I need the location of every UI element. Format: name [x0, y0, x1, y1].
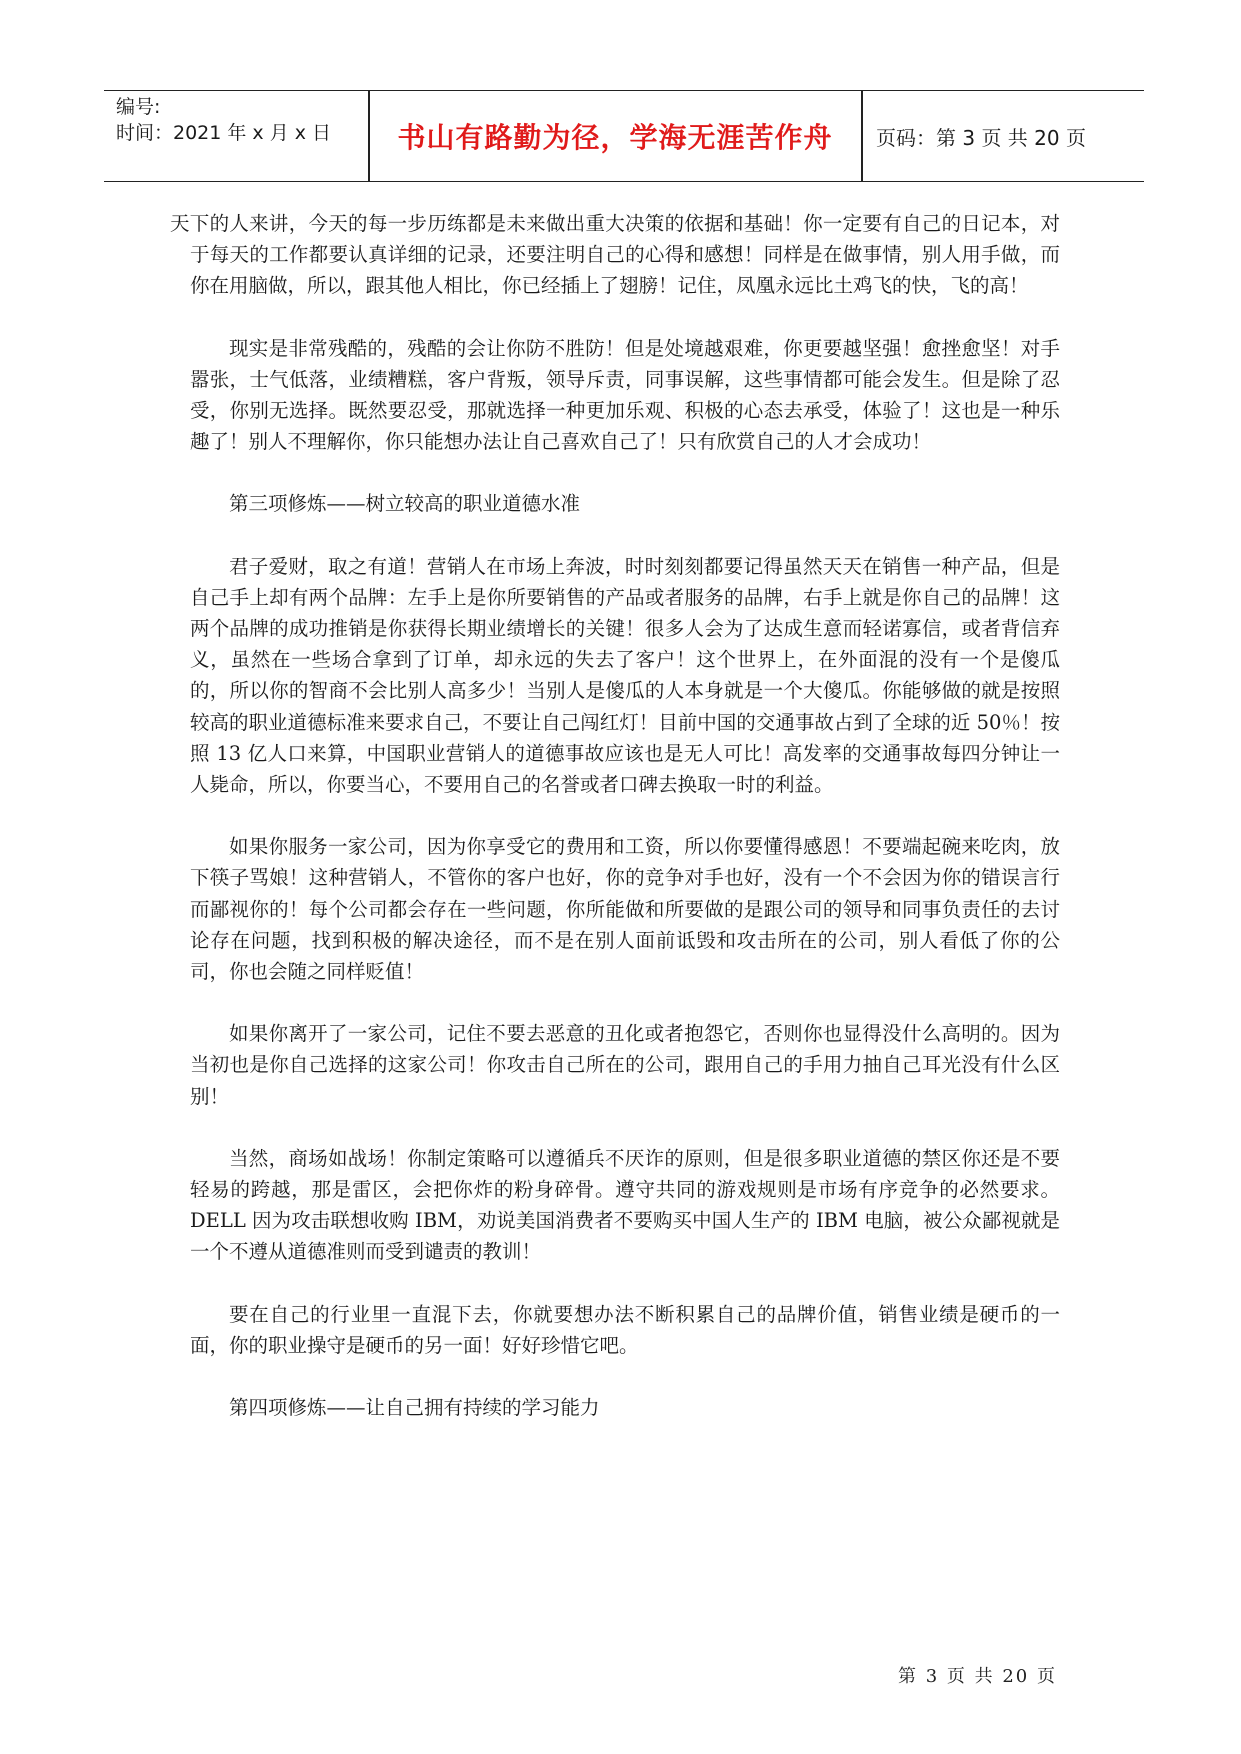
section-heading: 第四项修炼——让自己拥有持续的学习能力 — [229, 1396, 600, 1420]
body-paragraph: 天下的人来讲，今天的每一步历练都是未来做出重大决策的依据和基础！你一定要有自己的日记本，对于每天的工作都要认真详细的记录，还要注明自己的心得和感想！同样是在做事情，别人用手做，而你在用脑做，所以，跟其他人相比，你已经插上了翅膀！记住，凤凰永远比土鸡飞的快，飞的高！ — [170, 212, 1060, 298]
header-page-info: 页码：第 3 页 共 20 页 — [876, 125, 1086, 150]
body-paragraph: 当然，商场如战场！你制定策略可以遵循兵不厌诈的原则，但是很多职业道德的禁区你还是不要轻易的跨越，那是雷区，会把你炸的粉身碎骨。遵守共同的游戏规则是市场有序竞争的必然要求。DELL 因为攻击联想收购 IBM，劝说美国消费者不要购买中国人生产的 IBM 电脑，被公众鄙视就是一个不遵从道德准则而受到谴责的教训！ — [190, 1146, 1060, 1264]
body-paragraph: 现实是非常残酷的，残酷的会让你防不胜防！但是处境越艰难，你更要越坚强！愈挫愈坚！对手嚣张，士气低落，业绩糟糕，客户背叛，领导斥责，同事误解，这些事情都可能会发生。但是除了忍受，你别无选择。既然要忍受，那就选择一种更加乐观、积极的心态去承受，体验了！这也是一种乐趣了！别人不理解你，你只能想办法让自己喜欢自己了！只有欣赏自己的人才会成功！ — [190, 336, 1060, 454]
document-time-label: 时间：2021 年 x 月 x 日 — [116, 122, 332, 144]
body-paragraph: 要在自己的行业里一直混下去，你就要想办法不断积累自己的品牌价值，销售业绩是硬币的一面，你的职业操守是硬币的另一面！好好珍惜它吧。 — [190, 1302, 1060, 1357]
page-header — [104, 90, 1144, 182]
document-id-label: 编号: — [116, 96, 161, 118]
header-divider — [861, 91, 863, 181]
page-footer: 第 3 页 共 20 页 — [898, 1666, 1057, 1687]
body-paragraph: 如果你离开了一家公司，记住不要去恶意的丑化或者抱怨它，否则你也显得没什么高明的。因为当初也是你自己选择的这家公司！你攻击自己所在的公司，跟用自己的手用力抽自己耳光没有什么区别！ — [190, 1022, 1060, 1108]
section-heading: 第三项修炼——树立较高的职业道德水准 — [229, 492, 581, 516]
document-body — [170, 208, 1060, 1454]
body-paragraph: 如果你服务一家公司，因为你享受它的费用和工资，所以你要懂得感恩！不要端起碗来吃肉，放下筷子骂娘！这种营销人，不管你的客户也好，你的竞争对手也好，没有一个不会因为你的错误言行而鄙视你的！每个公司都会存在一些问题，你所能做和所要做的是跟公司的领导和同事负责任的去讨论存在问题，找到积极的解决途径，而不是在别人面前诋毁和攻击所在的公司，别人看低了你的公司，你也会随之同样贬值！ — [190, 835, 1060, 984]
body-paragraph: 君子爱财，取之有道！营销人在市场上奔波，时时刻刻都要记得虽然天天在销售一种产品，但是自己手上却有两个品牌：左手上是你所要销售的产品或者服务的品牌，右手上就是你自己的品牌！这两个品牌的成功推销是你获得长期业绩增长的关键！很多人会为了达成生意而轻诺寡信，或者背信弃义，虽然在一些场合拿到了订单，却永远的失去了客户！这个世界上，在外面混的没有一个是傻瓜的，所以你的智商不会比别人高多少！当别人是傻瓜的人本身就是一个大傻瓜。你能够做的就是按照较高的职业道德标准来要求自己，不要让自己闯红灯！目前中国的交通事故占到了全球的近 50％！按照 13 亿人口来算，中国职业营销人的道德事故应该也是无人可比！高发率的交通事故每四分钟让一人毙命，所以，你要当心，不要用自己的名誉或者口碑去换取一时的利益。 — [190, 554, 1060, 797]
header-motto: 书山有路勤为径，学海无涯苦作舟 — [397, 121, 833, 154]
header-meta — [116, 91, 366, 184]
